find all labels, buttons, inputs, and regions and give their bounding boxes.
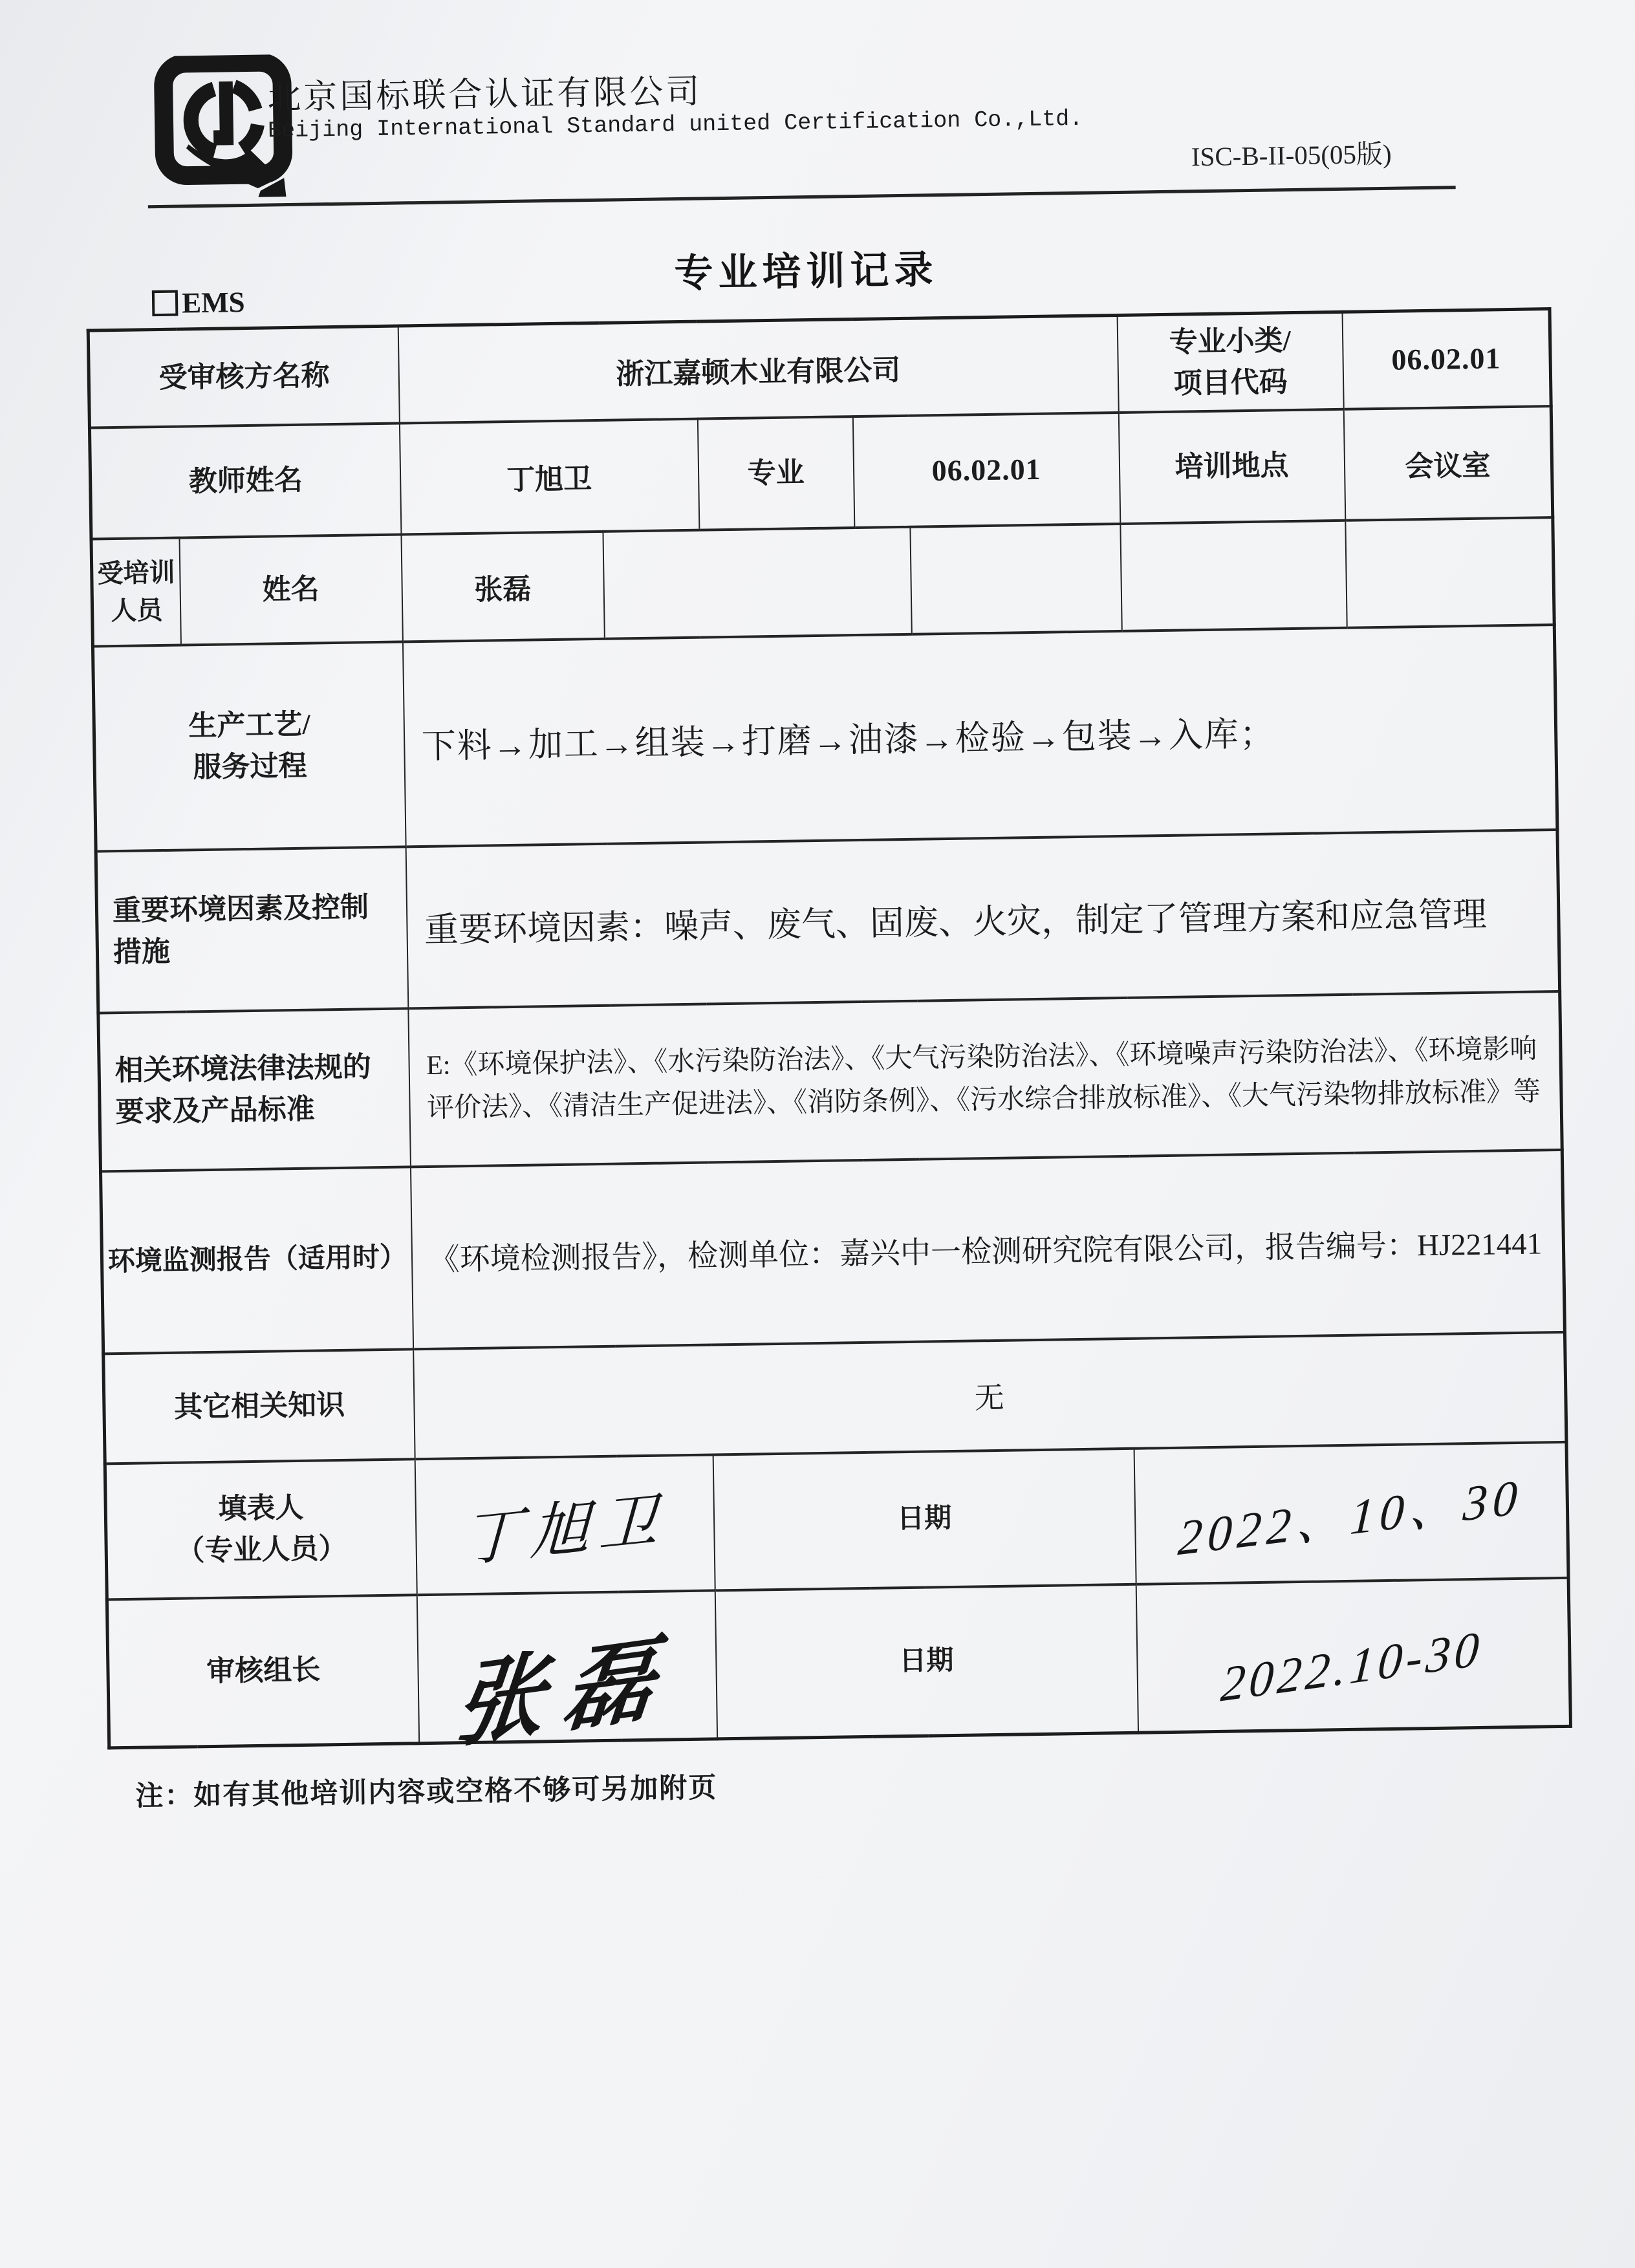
filled-by-date-value: 2022、10、30 — [1176, 1469, 1524, 1566]
filled-by-signature-cell — [415, 1454, 715, 1595]
row-env-factors — [96, 829, 1560, 1012]
row-teacher — [89, 406, 1552, 539]
document-code: ISC-B-II-05(05版) — [1191, 138, 1392, 172]
audit-leader-label: 审核组长 — [107, 1595, 418, 1748]
trainees-label — [91, 537, 180, 646]
filled-by-label-line1: 填表人 — [218, 1491, 304, 1525]
category-code-label-line2: 项目代码 — [1173, 365, 1288, 400]
filled-by-date-cell — [1134, 1442, 1568, 1584]
ems-label: EMS — [181, 286, 245, 319]
category-code-value: 06.02.01 — [1342, 309, 1551, 409]
env-factors-value: 重要环境因素：噪声、废气、固废、火灾，制定了管理方案和应急管理 — [406, 829, 1560, 1008]
audit-leader-signature: 张磊 — [449, 1626, 679, 1759]
process-label-line1: 生产工艺/ — [188, 708, 311, 742]
company-name-english: Beijing International Standard united Certification Co.,Ltd. — [267, 105, 1083, 144]
process-label-line2: 服务过程 — [193, 750, 307, 784]
trainee-empty-cell — [910, 523, 1121, 634]
filled-by-signature: 丁旭卫 — [460, 1485, 668, 1574]
row-trainees — [91, 517, 1554, 647]
env-factors-label: 重要环境因素及控制措施 — [96, 847, 408, 1013]
process-value: 下料→加工→组装→打磨→油漆→检验→包装→入库； — [402, 625, 1557, 847]
filled-by-label-line2: （专业人员） — [176, 1532, 347, 1567]
major-value: 06.02.01 — [852, 412, 1120, 527]
regulations-value: E:《环境保护法》、《水污染防治法》、《大气污染防治法》、《环境噪声污染防治法》、《环境影响评价法》、《清洁生产促进法》、《消防条例》、《污水综合排放标准》、《大气污染物排放标准》等 — [408, 991, 1562, 1166]
trainees-label-line2: 人员 — [111, 595, 163, 625]
monitoring-report-label: 环境监测报告（适用时） — [101, 1167, 413, 1354]
trainee-empty-cell — [1120, 520, 1347, 631]
training-location-label: 培训地点 — [1118, 409, 1345, 523]
teacher-value: 丁旭卫 — [399, 418, 699, 534]
other-knowledge-value: 无 — [413, 1332, 1566, 1458]
header-divider — [148, 186, 1456, 208]
major-label: 专业 — [697, 416, 854, 530]
monitoring-report-value: 《环境检测报告》，检测单位：嘉兴中一检测研究院有限公司，报告编号：HJ221441 — [410, 1149, 1565, 1348]
trainees-label-line1: 受培训 — [97, 557, 175, 588]
training-location-value: 会议室 — [1343, 406, 1553, 521]
teacher-label: 教师姓名 — [89, 423, 400, 539]
trainee-name-label: 姓名 — [179, 534, 402, 645]
trainee-name-value: 张磊 — [401, 531, 604, 642]
row-filled-by — [105, 1442, 1568, 1599]
other-knowledge-label: 其它相关知识 — [103, 1349, 415, 1463]
ems-checkbox — [152, 290, 179, 317]
row-other-knowledge — [103, 1332, 1566, 1463]
audit-leader-date-label: 日期 — [715, 1584, 1138, 1739]
row-monitoring-report — [101, 1149, 1565, 1353]
row-audit-leader — [107, 1577, 1570, 1748]
company-name-chinese: 北京国标联合认证有限公司 — [267, 73, 702, 117]
category-code-label-line1: 专业小类/ — [1169, 324, 1292, 358]
filled-by-label — [105, 1459, 417, 1599]
trainee-empty-cell — [603, 526, 911, 638]
process-label — [92, 642, 406, 851]
category-code-label — [1117, 312, 1343, 412]
row-regulations — [98, 991, 1562, 1171]
ems-checkbox-row — [152, 285, 245, 320]
audit-leader-date-value: 2022.10-30 — [1218, 1621, 1485, 1712]
audit-leader-date-cell — [1136, 1577, 1570, 1733]
form-title: 专业培训记录 — [674, 248, 938, 296]
footer-note: 注：如有其他培训内容或空格不够可另加附页 — [135, 1773, 718, 1812]
trainee-empty-cell — [1345, 517, 1554, 628]
audit-leader-signature-cell — [417, 1590, 717, 1759]
audited-party-label: 受审核方名称 — [88, 326, 399, 427]
audited-party-value: 浙江嘉顿木业有限公司 — [398, 316, 1118, 423]
row-process — [92, 625, 1557, 851]
regulations-label: 相关环境法律法规的要求及产品标准 — [98, 1008, 411, 1171]
filled-by-date-label: 日期 — [713, 1448, 1136, 1590]
training-record-table — [87, 307, 1572, 1759]
